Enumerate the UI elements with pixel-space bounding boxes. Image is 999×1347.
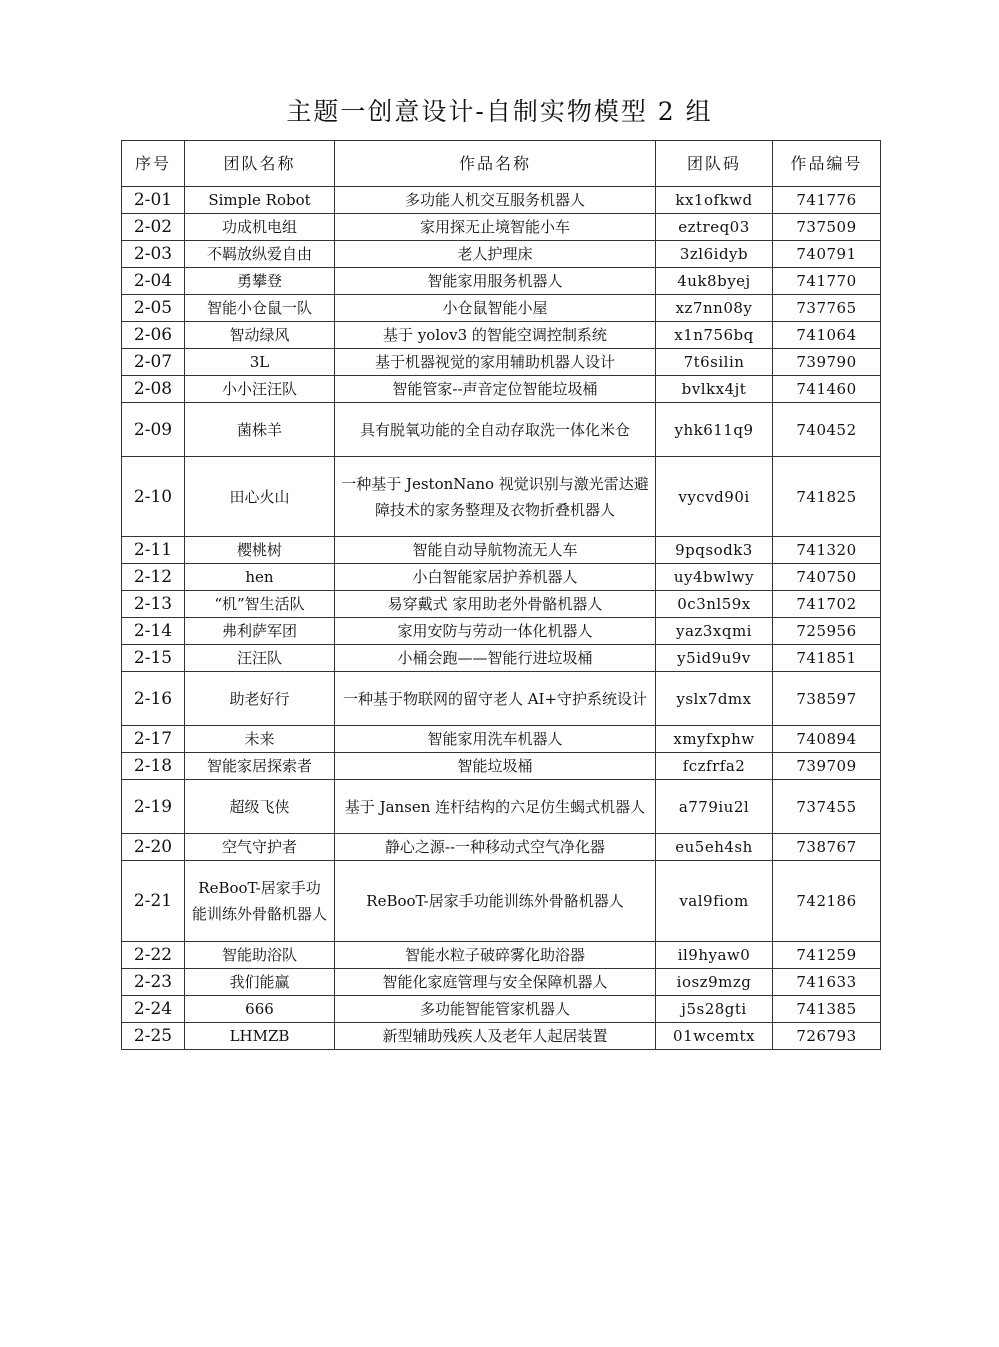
team-name-cell: 666 (185, 996, 335, 1023)
team-name-cell: 3L (185, 349, 335, 376)
work-name-cell: 智能垃圾桶 (335, 753, 656, 780)
table-row (122, 1023, 881, 1050)
seq-cell: 2-22 (122, 942, 185, 969)
table-row (122, 780, 881, 834)
team-name-cell: 超级飞侠 (185, 780, 335, 834)
work-name-cell: 智能管家--声音定位智能垃圾桶 (335, 376, 656, 403)
work-name-cell: 静心之源--一种移动式空气净化器 (335, 834, 656, 861)
team-name-cell: 菌株羊 (185, 403, 335, 457)
team-name-cell: 智能家居探索者 (185, 753, 335, 780)
work-number-cell: 740894 (773, 726, 881, 753)
table-row (122, 322, 881, 349)
seq-cell: 2-17 (122, 726, 185, 753)
team-code-cell: xz7nn08y (656, 295, 773, 322)
team-code-cell: iosz9mzg (656, 969, 773, 996)
seq-cell: 2-14 (122, 618, 185, 645)
table-row (122, 537, 881, 564)
seq-cell: 2-18 (122, 753, 185, 780)
work-name-cell: 小白智能家居护养机器人 (335, 564, 656, 591)
work-number-cell: 741259 (773, 942, 881, 969)
page-title: 主题一创意设计-自制实物模型 2 组 (286, 97, 713, 126)
work-name-cell: 智能化家庭管理与安全保障机器人 (335, 969, 656, 996)
work-name-cell: 基于 Jansen 连杆结构的六足仿生蝎式机器人 (335, 780, 656, 834)
work-name-cell: 基于 yolov3 的智能空调控制系统 (335, 322, 656, 349)
work-name-cell: ReBooT-居家手功能训练外骨骼机器人 (335, 861, 656, 942)
work-name-cell: 多功能人机交互服务机器人 (335, 187, 656, 214)
table-body (122, 187, 881, 1050)
seq-cell: 2-24 (122, 996, 185, 1023)
work-name-cell: 智能自动导航物流无人车 (335, 537, 656, 564)
work-name-cell: 基于机器视觉的家用辅助机器人设计 (335, 349, 656, 376)
work-number-cell: 741064 (773, 322, 881, 349)
team-code-cell: 3zl6idyb (656, 241, 773, 268)
seq-cell: 2-05 (122, 295, 185, 322)
table-row (122, 376, 881, 403)
seq-cell: 2-01 (122, 187, 185, 214)
work-number-cell: 741851 (773, 645, 881, 672)
seq-cell: 2-06 (122, 322, 185, 349)
work-number-cell: 740452 (773, 403, 881, 457)
team-name-cell: 功成机电组 (185, 214, 335, 241)
seq-cell: 2-03 (122, 241, 185, 268)
table-row (122, 834, 881, 861)
work-number-cell: 741702 (773, 591, 881, 618)
seq-cell: 2-10 (122, 457, 185, 537)
team-name-cell: LHMZB (185, 1023, 335, 1050)
team-code-cell: 4uk8byej (656, 268, 773, 295)
team-name-cell: 田心火山 (185, 457, 335, 537)
team-name-cell: 不羁放纵爱自由 (185, 241, 335, 268)
team-code-cell: 9pqsodk3 (656, 537, 773, 564)
team-name-cell: 汪汪队 (185, 645, 335, 672)
table-row (122, 403, 881, 457)
team-code-cell: eu5eh4sh (656, 834, 773, 861)
team-name-cell: 智动绿风 (185, 322, 335, 349)
table-row (122, 969, 881, 996)
table-row (122, 241, 881, 268)
work-name-cell: 家用探无止境智能小车 (335, 214, 656, 241)
seq-cell: 2-19 (122, 780, 185, 834)
work-number-cell: 739709 (773, 753, 881, 780)
seq-cell: 2-15 (122, 645, 185, 672)
seq-cell: 2-04 (122, 268, 185, 295)
team-code-cell: yhk611q9 (656, 403, 773, 457)
header-seq: 序号 (122, 141, 185, 187)
table-row (122, 861, 881, 942)
table-row (122, 618, 881, 645)
team-name-cell: 樱桃树 (185, 537, 335, 564)
team-name-cell: ReBooT-居家手功能训练外骨骼机器人 (185, 861, 335, 942)
work-name-cell: 多功能智能管家机器人 (335, 996, 656, 1023)
seq-cell: 2-12 (122, 564, 185, 591)
team-name-cell: Simple Robot (185, 187, 335, 214)
seq-cell: 2-08 (122, 376, 185, 403)
work-number-cell: 741633 (773, 969, 881, 996)
seq-cell: 2-11 (122, 537, 185, 564)
team-code-cell: 0c3nl59x (656, 591, 773, 618)
table-row (122, 672, 881, 726)
work-name-cell: 新型辅助残疾人及老年人起居装置 (335, 1023, 656, 1050)
work-name-cell: 智能家用服务机器人 (335, 268, 656, 295)
work-name-cell: 小桶会跑——智能行进垃圾桶 (335, 645, 656, 672)
table-row (122, 591, 881, 618)
seq-cell: 2-13 (122, 591, 185, 618)
seq-cell: 2-09 (122, 403, 185, 457)
work-number-cell: 737455 (773, 780, 881, 834)
table-row (122, 564, 881, 591)
table-row (122, 942, 881, 969)
team-name-cell: 小小汪汪队 (185, 376, 335, 403)
table-row (122, 726, 881, 753)
seq-cell: 2-02 (122, 214, 185, 241)
seq-cell: 2-25 (122, 1023, 185, 1050)
work-number-cell: 738597 (773, 672, 881, 726)
table-row (122, 645, 881, 672)
seq-cell: 2-23 (122, 969, 185, 996)
work-name-cell: 小仓鼠智能小屋 (335, 295, 656, 322)
team-code-cell: j5s28gti (656, 996, 773, 1023)
team-name-cell: 勇攀登 (185, 268, 335, 295)
team-code-cell: 7t6silin (656, 349, 773, 376)
team-name-cell: 智能助浴队 (185, 942, 335, 969)
team-code-cell: xmyfxphw (656, 726, 773, 753)
work-number-cell: 741770 (773, 268, 881, 295)
table-row (122, 214, 881, 241)
table-row (122, 295, 881, 322)
table-row (122, 268, 881, 295)
work-name-cell: 智能家用洗车机器人 (335, 726, 656, 753)
work-number-cell: 741385 (773, 996, 881, 1023)
team-name-cell: 智能小仓鼠一队 (185, 295, 335, 322)
work-number-cell: 741460 (773, 376, 881, 403)
seq-cell: 2-20 (122, 834, 185, 861)
table-row (122, 457, 881, 537)
work-name-cell: 智能水粒子破碎雾化助浴器 (335, 942, 656, 969)
team-name-cell: hen (185, 564, 335, 591)
table-row (122, 996, 881, 1023)
work-name-cell: 一种基于物联网的留守老人 AI+守护系统设计 (335, 672, 656, 726)
work-number-cell: 741825 (773, 457, 881, 537)
team-code-cell: uy4bwlwy (656, 564, 773, 591)
work-name-cell: 具有脱氧功能的全自动存取洗一体化米仓 (335, 403, 656, 457)
team-name-cell: 空气守护者 (185, 834, 335, 861)
work-number-cell: 742186 (773, 861, 881, 942)
work-number-cell: 737765 (773, 295, 881, 322)
work-number-cell: 725956 (773, 618, 881, 645)
team-code-cell: 01wcemtx (656, 1023, 773, 1050)
work-number-cell: 740750 (773, 564, 881, 591)
work-name-cell: 家用安防与劳动一体化机器人 (335, 618, 656, 645)
team-code-cell: bvlkx4jt (656, 376, 773, 403)
team-name-cell: 助老好行 (185, 672, 335, 726)
team-code-cell: val9fiom (656, 861, 773, 942)
entries-table (121, 140, 881, 1050)
team-code-cell: a779iu2l (656, 780, 773, 834)
header-work-name: 作品名称 (335, 141, 656, 187)
work-number-cell: 741320 (773, 537, 881, 564)
team-code-cell: eztreq03 (656, 214, 773, 241)
header-team-name: 团队名称 (185, 141, 335, 187)
team-code-cell: fczfrfa2 (656, 753, 773, 780)
work-name-cell: 易穿戴式 家用助老外骨骼机器人 (335, 591, 656, 618)
work-number-cell: 726793 (773, 1023, 881, 1050)
table-row (122, 349, 881, 376)
work-number-cell: 739790 (773, 349, 881, 376)
seq-cell: 2-07 (122, 349, 185, 376)
team-code-cell: yaz3xqmi (656, 618, 773, 645)
team-code-cell: il9hyaw0 (656, 942, 773, 969)
team-code-cell: vycvd90i (656, 457, 773, 537)
seq-cell: 2-21 (122, 861, 185, 942)
header-team-code: 团队码 (656, 141, 773, 187)
team-code-cell: x1n756bq (656, 322, 773, 349)
team-code-cell: yslx7dmx (656, 672, 773, 726)
team-name-cell: 我们能赢 (185, 969, 335, 996)
table-row (122, 187, 881, 214)
team-name-cell: “机”智生活队 (185, 591, 335, 618)
work-number-cell: 741776 (773, 187, 881, 214)
table-header-row (122, 141, 881, 187)
team-code-cell: y5id9u9v (656, 645, 773, 672)
work-number-cell: 737509 (773, 214, 881, 241)
work-name-cell: 老人护理床 (335, 241, 656, 268)
team-code-cell: kx1ofkwd (656, 187, 773, 214)
team-name-cell: 未来 (185, 726, 335, 753)
seq-cell: 2-16 (122, 672, 185, 726)
table-row (122, 753, 881, 780)
work-number-cell: 740791 (773, 241, 881, 268)
team-name-cell: 弗利萨军团 (185, 618, 335, 645)
header-work-number: 作品编号 (773, 141, 881, 187)
work-number-cell: 738767 (773, 834, 881, 861)
work-name-cell: 一种基于 JestonNano 视觉识别与激光雷达避 障技术的家务整理及衣物折叠机器人 (335, 457, 656, 537)
